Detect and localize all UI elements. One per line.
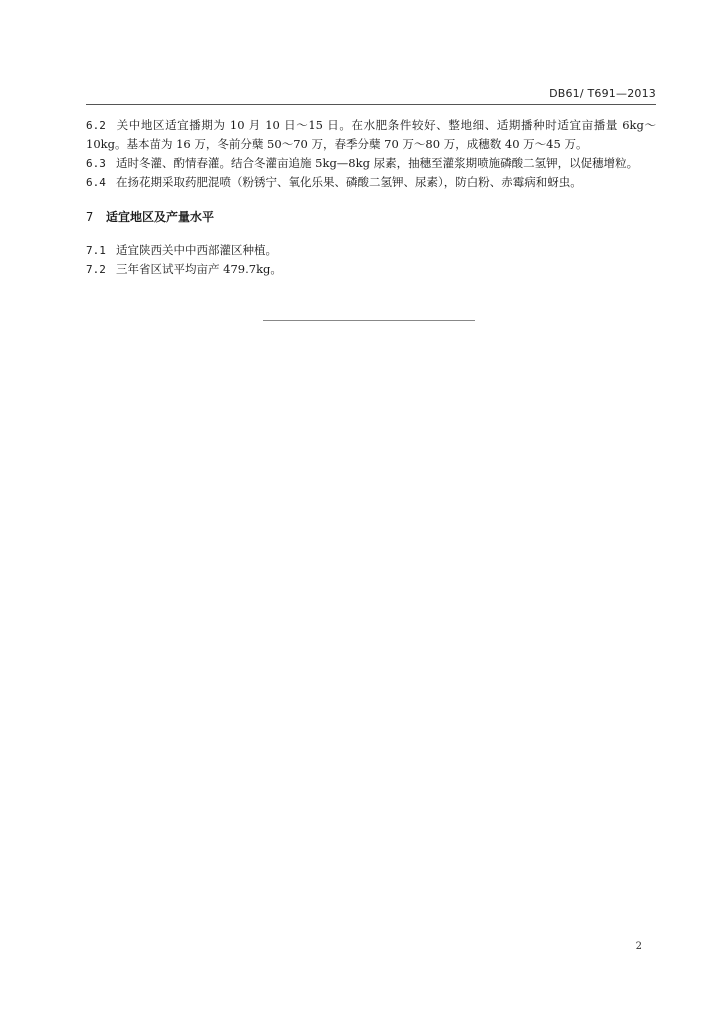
section-number: 7: [86, 210, 94, 224]
clause-6-4: [86, 173, 656, 192]
clause-number: 7.2: [86, 263, 106, 276]
document-code: DB61/ T691—2013: [549, 87, 656, 100]
clause-number: 6.2: [86, 119, 106, 132]
section-title: 适宜地区及产量水平: [106, 210, 215, 224]
clause-text: 在扬花期采取药肥混喷（粉锈宁、氧化乐果、磷酸二氢钾、尿素），防白粉、赤霉病和蚜虫。: [116, 175, 582, 189]
clause-number: 6.3: [86, 157, 106, 170]
document-body: [86, 116, 656, 279]
clause-6-2: [86, 116, 656, 154]
page-number: 2: [635, 941, 642, 952]
end-of-document-rule: [263, 320, 475, 321]
clause-text: 关中地区适宜播期为 10 月 10 日～15 日。在水肥条件较好、整地细、适期播种时适宜亩播量 6kg～10kg。基本苗为 16 万，冬前分蘖 50～70 万，春季分蘖 70 万～80 万，成穗数 40 万～45 万。: [86, 118, 656, 151]
header-rule: [86, 104, 656, 105]
clause-6-3: [86, 154, 656, 173]
section-heading-7: [86, 208, 656, 227]
clause-number: 7.1: [86, 244, 106, 257]
clause-text: 适宜陕西关中中西部灌区种植。: [116, 243, 277, 257]
clause-text: 适时冬灌、酌情春灌。结合冬灌亩追施 5kg—8kg 尿素，抽穗至灌浆期喷施磷酸二氢钾，以促穗增粒。: [116, 156, 639, 170]
clause-7-2: [86, 260, 656, 279]
clause-7-1: [86, 241, 656, 260]
clause-text: 三年省区试平均亩产 479.7kg。: [116, 262, 282, 276]
clause-number: 6.4: [86, 176, 106, 189]
